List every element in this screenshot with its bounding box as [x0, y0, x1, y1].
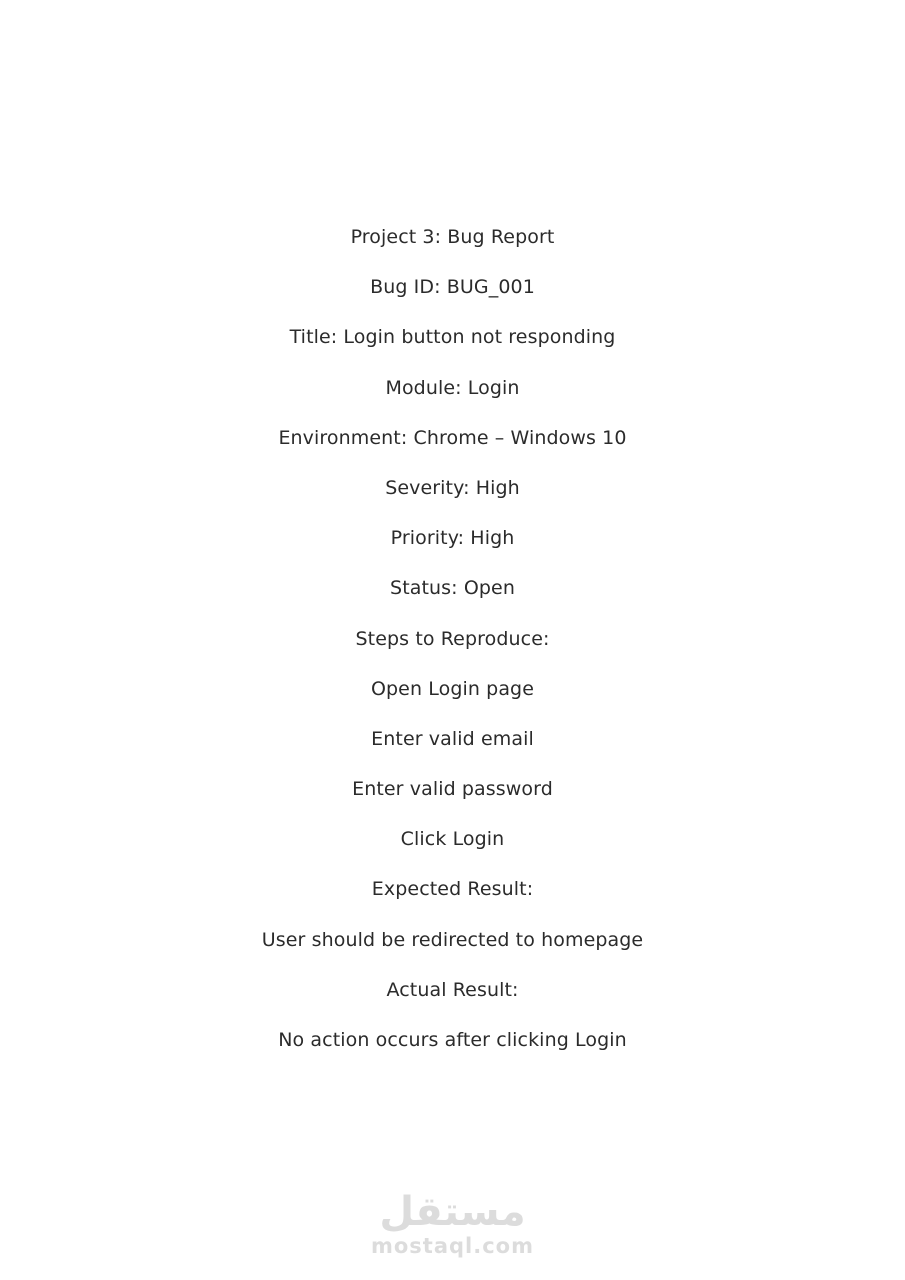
mostaql-watermark — [0, 1190, 905, 1258]
document-line: Project 3: Bug Report — [350, 226, 555, 248]
mostaql-domain-text: mostaql.com — [371, 1234, 534, 1258]
document-line: No action occurs after clicking Login — [278, 1029, 627, 1051]
document-line: Enter valid email — [371, 727, 534, 750]
bug-report-document — [0, 212, 905, 1065]
document-line: Environment: Chrome – Windows 10 — [278, 426, 627, 449]
document-line: Expected Result: — [371, 878, 534, 901]
document-line: Priority: High — [390, 527, 515, 550]
document-line: Open Login page — [370, 677, 535, 700]
document-line: Severity: High — [385, 476, 520, 499]
document-line: Bug ID: BUG_001 — [370, 276, 535, 299]
document-line: Module: Login — [385, 376, 520, 399]
document-line: Actual Result: — [386, 978, 519, 1001]
document-line: Steps to Reproduce: — [355, 627, 550, 650]
document-line: Status: Open — [390, 577, 515, 600]
document-line: Title: Login button not responding — [289, 326, 616, 349]
mostaql-logo-arabic: مستقل — [379, 1189, 526, 1235]
document-line: Enter valid password — [352, 778, 553, 801]
document-line: User should be redirected to homepage — [261, 928, 644, 951]
document-line: Click Login — [400, 828, 505, 851]
